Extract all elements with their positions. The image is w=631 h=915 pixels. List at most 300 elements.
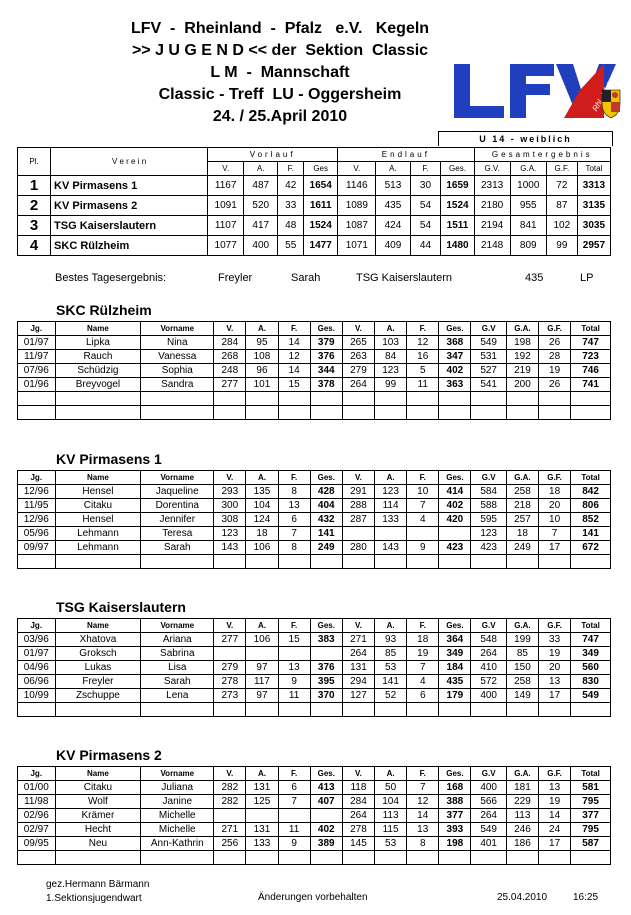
table-cell: 192 xyxy=(506,350,538,364)
table-row xyxy=(18,781,611,795)
table-cell: 9 xyxy=(407,541,439,555)
column-header: G.V xyxy=(471,767,506,781)
table-cell: 400 xyxy=(471,689,506,703)
table-row xyxy=(18,661,611,675)
sub-header: F. xyxy=(410,162,441,176)
table-cell: 284 xyxy=(214,336,246,350)
col-pl: Pl. xyxy=(18,148,51,176)
table-cell: 10/99 xyxy=(18,689,56,703)
table-cell: 9 xyxy=(278,675,310,689)
table-cell: 16 xyxy=(407,350,439,364)
score-cell: 2957 xyxy=(577,236,610,256)
column-header: F. xyxy=(407,471,439,485)
table-cell xyxy=(407,392,439,406)
table-cell: 672 xyxy=(571,541,611,555)
column-header: F. xyxy=(278,619,310,633)
table-cell xyxy=(278,851,310,865)
score-cell: 400 xyxy=(244,236,278,256)
table-cell: 17 xyxy=(539,541,571,555)
table-cell: 141 xyxy=(310,527,342,541)
table-cell xyxy=(407,851,439,865)
coat-of-arms-icon xyxy=(602,90,620,118)
column-header: Ges. xyxy=(439,471,471,485)
table-cell: 145 xyxy=(342,837,374,851)
table-cell: Citaku xyxy=(55,781,141,795)
table-cell: 566 xyxy=(471,795,506,809)
table-cell: 527 xyxy=(471,364,506,378)
table-cell: 01/97 xyxy=(18,647,56,661)
table-cell: Janine xyxy=(141,795,214,809)
column-header: V. xyxy=(342,471,374,485)
table-cell: 395 xyxy=(310,675,342,689)
table-row xyxy=(18,675,611,689)
club-cell: KV Pirmasens 1 xyxy=(51,176,208,196)
table-cell: 07/96 xyxy=(18,364,56,378)
table-cell: 219 xyxy=(506,364,538,378)
table-cell: 264 xyxy=(342,378,374,392)
column-header: G.V xyxy=(471,322,506,336)
footer-note: Änderungen vorbehalten xyxy=(258,892,368,903)
table-cell: 256 xyxy=(214,837,246,851)
table-cell: 12 xyxy=(407,795,439,809)
table-cell: 258 xyxy=(506,675,538,689)
table-cell: 181 xyxy=(506,781,538,795)
column-header: Ges. xyxy=(439,619,471,633)
table-cell: 17 xyxy=(539,689,571,703)
table-cell xyxy=(246,392,278,406)
table-cell: 830 xyxy=(571,675,611,689)
table-cell xyxy=(506,555,538,569)
table-cell: 414 xyxy=(439,485,471,499)
column-header: G.A. xyxy=(506,767,538,781)
table-cell xyxy=(407,555,439,569)
column-header: A. xyxy=(246,322,278,336)
table-cell: 795 xyxy=(571,823,611,837)
table-cell: 149 xyxy=(506,689,538,703)
table-cell xyxy=(439,392,471,406)
table-cell: 12 xyxy=(278,350,310,364)
table-cell: 268 xyxy=(214,350,246,364)
table-cell: Lipka xyxy=(55,336,141,350)
table-cell: Neu xyxy=(55,837,141,851)
table-cell: 108 xyxy=(246,350,278,364)
column-header: Jg. xyxy=(18,619,56,633)
table-cell: 09/95 xyxy=(18,837,56,851)
summary-row xyxy=(18,216,611,236)
score-cell: 1087 xyxy=(338,216,376,236)
summary-table xyxy=(17,147,611,256)
table-cell xyxy=(214,647,246,661)
table-cell: 13 xyxy=(278,499,310,513)
table-cell: 93 xyxy=(375,633,407,647)
table-cell: 106 xyxy=(246,541,278,555)
table-cell: Vanessa xyxy=(141,350,214,364)
table-cell: 271 xyxy=(342,633,374,647)
table-cell: 14 xyxy=(407,809,439,823)
table-cell xyxy=(375,703,407,717)
sub-header: A. xyxy=(244,162,278,176)
table-cell: 02/97 xyxy=(18,823,56,837)
table-cell xyxy=(571,851,611,865)
table-cell xyxy=(571,703,611,717)
table-cell: Michelle xyxy=(141,809,214,823)
table-cell: 113 xyxy=(506,809,538,823)
table-cell: 125 xyxy=(246,795,278,809)
table-cell: 278 xyxy=(342,823,374,837)
table-cell xyxy=(342,527,374,541)
score-cell: 1511 xyxy=(441,216,474,236)
table-cell: 344 xyxy=(310,364,342,378)
table-cell xyxy=(310,851,342,865)
table-cell: 549 xyxy=(571,689,611,703)
table-cell xyxy=(310,647,342,661)
column-header: V. xyxy=(214,767,246,781)
table-cell: 531 xyxy=(471,350,506,364)
table-cell: 402 xyxy=(439,499,471,513)
table-cell: 123 xyxy=(375,485,407,499)
table-cell xyxy=(141,851,214,865)
table-cell: 584 xyxy=(471,485,506,499)
table-cell: 97 xyxy=(246,689,278,703)
table-cell: 370 xyxy=(310,689,342,703)
table-cell xyxy=(342,703,374,717)
table-cell: 186 xyxy=(506,837,538,851)
table-cell xyxy=(342,406,374,420)
table-cell xyxy=(278,703,310,717)
table-cell: 02/96 xyxy=(18,809,56,823)
table-cell: 8 xyxy=(407,837,439,851)
column-header: F. xyxy=(278,767,310,781)
column-header: Vorname xyxy=(141,619,214,633)
table-cell: 118 xyxy=(342,781,374,795)
table-cell xyxy=(439,406,471,420)
table-cell: 349 xyxy=(571,647,611,661)
table-cell: 376 xyxy=(310,350,342,364)
score-cell: 3313 xyxy=(577,176,610,196)
table-cell: 104 xyxy=(246,499,278,513)
sub-header: Total xyxy=(577,162,610,176)
score-cell: 409 xyxy=(376,236,410,256)
team-title: KV Pirmasens 1 xyxy=(56,451,162,467)
table-cell: 852 xyxy=(571,513,611,527)
table-cell: 279 xyxy=(342,364,374,378)
table-cell: 383 xyxy=(310,633,342,647)
table-cell: 249 xyxy=(506,541,538,555)
table-cell: 9 xyxy=(278,837,310,851)
header-line-2: >> J U G E N D << der Sektion Classic xyxy=(131,42,429,59)
table-cell: Michelle xyxy=(141,823,214,837)
column-header: V. xyxy=(214,619,246,633)
column-header: Total xyxy=(571,619,611,633)
table-cell: 52 xyxy=(375,689,407,703)
table-cell: Sarah xyxy=(141,541,214,555)
table-cell xyxy=(18,406,56,420)
table-cell: 7 xyxy=(278,795,310,809)
table-cell xyxy=(375,527,407,541)
table-cell: 11 xyxy=(278,689,310,703)
table-row xyxy=(18,555,611,569)
score-cell: 3135 xyxy=(577,196,610,216)
table-cell: 04/96 xyxy=(18,661,56,675)
table-cell: 19 xyxy=(539,647,571,661)
column-header: A. xyxy=(246,767,278,781)
score-cell: 42 xyxy=(278,176,304,196)
table-cell: 12 xyxy=(407,336,439,350)
lfv-logo xyxy=(452,60,622,122)
table-cell: 101 xyxy=(246,378,278,392)
score-cell: 54 xyxy=(410,196,441,216)
table-cell xyxy=(506,851,538,865)
category-label: U 14 - weiblich xyxy=(438,131,613,146)
sub-header: Ges. xyxy=(441,162,474,176)
table-cell xyxy=(506,406,538,420)
table-cell: 14 xyxy=(539,809,571,823)
table-cell: 18 xyxy=(506,527,538,541)
team-table xyxy=(17,618,611,717)
best-label: Bestes Tagesergebnis: xyxy=(55,272,167,284)
table-cell: 393 xyxy=(439,823,471,837)
score-cell: 1000 xyxy=(510,176,546,196)
table-cell xyxy=(214,406,246,420)
table-cell: 277 xyxy=(214,378,246,392)
table-cell: 377 xyxy=(571,809,611,823)
table-cell: 18 xyxy=(539,485,571,499)
table-cell: 376 xyxy=(310,661,342,675)
footer-signed: gez.Hermann Bärmann xyxy=(46,879,150,890)
table-cell: 401 xyxy=(471,837,506,851)
table-cell: 01/96 xyxy=(18,378,56,392)
table-cell xyxy=(539,703,571,717)
table-cell: 4 xyxy=(407,513,439,527)
table-row xyxy=(18,851,611,865)
table-cell: 378 xyxy=(310,378,342,392)
table-cell: 200 xyxy=(506,378,538,392)
table-cell: 13 xyxy=(539,675,571,689)
column-header: V. xyxy=(214,322,246,336)
table-cell: 143 xyxy=(214,541,246,555)
table-cell xyxy=(55,851,141,865)
column-header: A. xyxy=(375,767,407,781)
table-cell xyxy=(246,809,278,823)
score-cell: 1077 xyxy=(208,236,244,256)
table-cell: 123 xyxy=(375,364,407,378)
score-cell: 48 xyxy=(278,216,304,236)
table-cell: Ariana xyxy=(141,633,214,647)
table-cell xyxy=(439,703,471,717)
table-cell: 09/97 xyxy=(18,541,56,555)
table-cell: 135 xyxy=(246,485,278,499)
table-row xyxy=(18,809,611,823)
table-cell: 6 xyxy=(278,513,310,527)
table-cell xyxy=(310,392,342,406)
sub-header: F. xyxy=(278,162,304,176)
group-vorlauf: Vorlauf xyxy=(208,148,338,162)
table-cell: 420 xyxy=(439,513,471,527)
table-cell xyxy=(471,703,506,717)
column-header: V. xyxy=(342,619,374,633)
table-cell: 19 xyxy=(539,364,571,378)
table-cell: 14 xyxy=(278,336,310,350)
rank-cell: 4 xyxy=(18,236,51,256)
table-cell: Jennifer xyxy=(141,513,214,527)
table-cell: 218 xyxy=(506,499,538,513)
table-cell xyxy=(571,392,611,406)
table-cell: 12/96 xyxy=(18,485,56,499)
table-cell: Lukas xyxy=(55,661,141,675)
table-cell: 349 xyxy=(439,647,471,661)
table-cell: 588 xyxy=(471,499,506,513)
table-cell: 19 xyxy=(407,647,439,661)
table-cell: 549 xyxy=(471,823,506,837)
best-score: 435 xyxy=(525,272,544,284)
table-row xyxy=(18,499,611,513)
table-cell xyxy=(310,703,342,717)
table-cell: 11/98 xyxy=(18,795,56,809)
table-cell: 293 xyxy=(214,485,246,499)
table-row xyxy=(18,392,611,406)
table-cell: 143 xyxy=(375,541,407,555)
group-gesamt: Gesamtergebnis xyxy=(474,148,610,162)
table-cell: 15 xyxy=(278,633,310,647)
table-cell xyxy=(310,809,342,823)
column-header: Ges. xyxy=(310,619,342,633)
table-cell: 308 xyxy=(214,513,246,527)
table-cell: 7 xyxy=(407,781,439,795)
table-cell: 277 xyxy=(214,633,246,647)
table-cell: 179 xyxy=(439,689,471,703)
table-cell xyxy=(18,555,56,569)
table-cell xyxy=(214,555,246,569)
score-cell: 1524 xyxy=(441,196,474,216)
table-cell xyxy=(246,647,278,661)
table-cell: 347 xyxy=(439,350,471,364)
table-cell: 01/00 xyxy=(18,781,56,795)
table-cell: 264 xyxy=(471,809,506,823)
table-cell: 363 xyxy=(439,378,471,392)
table-cell: 50 xyxy=(375,781,407,795)
best-unit: LP xyxy=(580,272,594,284)
table-cell: 84 xyxy=(375,350,407,364)
table-cell xyxy=(539,851,571,865)
summary-row xyxy=(18,176,611,196)
table-cell: 10 xyxy=(407,485,439,499)
table-cell: 133 xyxy=(246,837,278,851)
table-cell xyxy=(141,703,214,717)
table-header-row xyxy=(18,767,611,781)
column-header: Total xyxy=(571,471,611,485)
table-cell: 133 xyxy=(375,513,407,527)
rank-cell: 3 xyxy=(18,216,51,236)
table-cell: 278 xyxy=(214,675,246,689)
table-cell: Lehmann xyxy=(55,527,141,541)
column-header: G.A. xyxy=(506,322,538,336)
table-cell: 53 xyxy=(375,661,407,675)
table-row xyxy=(18,406,611,420)
column-header: Ges. xyxy=(310,471,342,485)
table-cell: 13 xyxy=(407,823,439,837)
table-cell: 10 xyxy=(539,513,571,527)
table-cell xyxy=(55,392,141,406)
table-cell: 198 xyxy=(439,837,471,851)
table-cell: 229 xyxy=(506,795,538,809)
score-cell: 72 xyxy=(546,176,577,196)
table-row xyxy=(18,364,611,378)
table-cell xyxy=(571,555,611,569)
column-header: Name xyxy=(55,767,141,781)
table-cell: 379 xyxy=(310,336,342,350)
group-endlauf: Endlauf xyxy=(338,148,474,162)
table-cell: 842 xyxy=(571,485,611,499)
table-cell: 265 xyxy=(342,336,374,350)
table-cell: Wolf xyxy=(55,795,141,809)
table-header-row xyxy=(18,322,611,336)
column-header: Vorname xyxy=(141,767,214,781)
column-header: Total xyxy=(571,767,611,781)
table-cell xyxy=(141,406,214,420)
table-cell: 280 xyxy=(342,541,374,555)
column-header: F. xyxy=(407,767,439,781)
table-cell: 123 xyxy=(214,527,246,541)
table-cell xyxy=(141,392,214,406)
column-header: F. xyxy=(407,322,439,336)
table-cell: 7 xyxy=(407,499,439,513)
score-cell: 1146 xyxy=(338,176,376,196)
table-cell: 595 xyxy=(471,513,506,527)
table-cell xyxy=(18,851,56,865)
table-cell xyxy=(246,406,278,420)
table-header-row xyxy=(18,619,611,633)
table-cell xyxy=(375,392,407,406)
table-cell: 14 xyxy=(278,364,310,378)
club-cell: KV Pirmasens 2 xyxy=(51,196,208,216)
header-line-4: Classic - Treff LU - Oggersheim xyxy=(158,86,402,103)
table-cell: Breyvogel xyxy=(55,378,141,392)
score-cell: 55 xyxy=(278,236,304,256)
table-cell: 05/96 xyxy=(18,527,56,541)
table-cell xyxy=(214,809,246,823)
header-line-1: LFV - Rheinland - Pfalz e.V. Kegeln xyxy=(130,20,430,37)
column-header: G.V xyxy=(471,619,506,633)
column-header: Ges. xyxy=(310,322,342,336)
table-cell xyxy=(214,703,246,717)
score-cell: 33 xyxy=(278,196,304,216)
table-cell: 263 xyxy=(342,350,374,364)
table-cell xyxy=(214,392,246,406)
header-line-3: L M - Mannschaft xyxy=(210,64,350,81)
table-cell: 8 xyxy=(278,541,310,555)
team-title: SKC Rülzheim xyxy=(56,302,152,318)
score-cell: 1654 xyxy=(304,176,338,196)
table-cell: 548 xyxy=(471,633,506,647)
score-cell: 2148 xyxy=(474,236,510,256)
table-cell: 413 xyxy=(310,781,342,795)
table-cell: 12/96 xyxy=(18,513,56,527)
table-cell: 258 xyxy=(506,485,538,499)
best-name: Freyler xyxy=(218,272,253,284)
table-cell: 20 xyxy=(539,499,571,513)
table-cell: 03/96 xyxy=(18,633,56,647)
table-cell: Sabrina xyxy=(141,647,214,661)
table-cell: 20 xyxy=(539,661,571,675)
table-row xyxy=(18,837,611,851)
team-table xyxy=(17,470,611,569)
table-cell: Freyler xyxy=(55,675,141,689)
table-cell xyxy=(141,555,214,569)
score-cell: 1524 xyxy=(304,216,338,236)
table-cell: Lena xyxy=(141,689,214,703)
table-cell: 123 xyxy=(471,527,506,541)
table-cell: 95 xyxy=(246,336,278,350)
